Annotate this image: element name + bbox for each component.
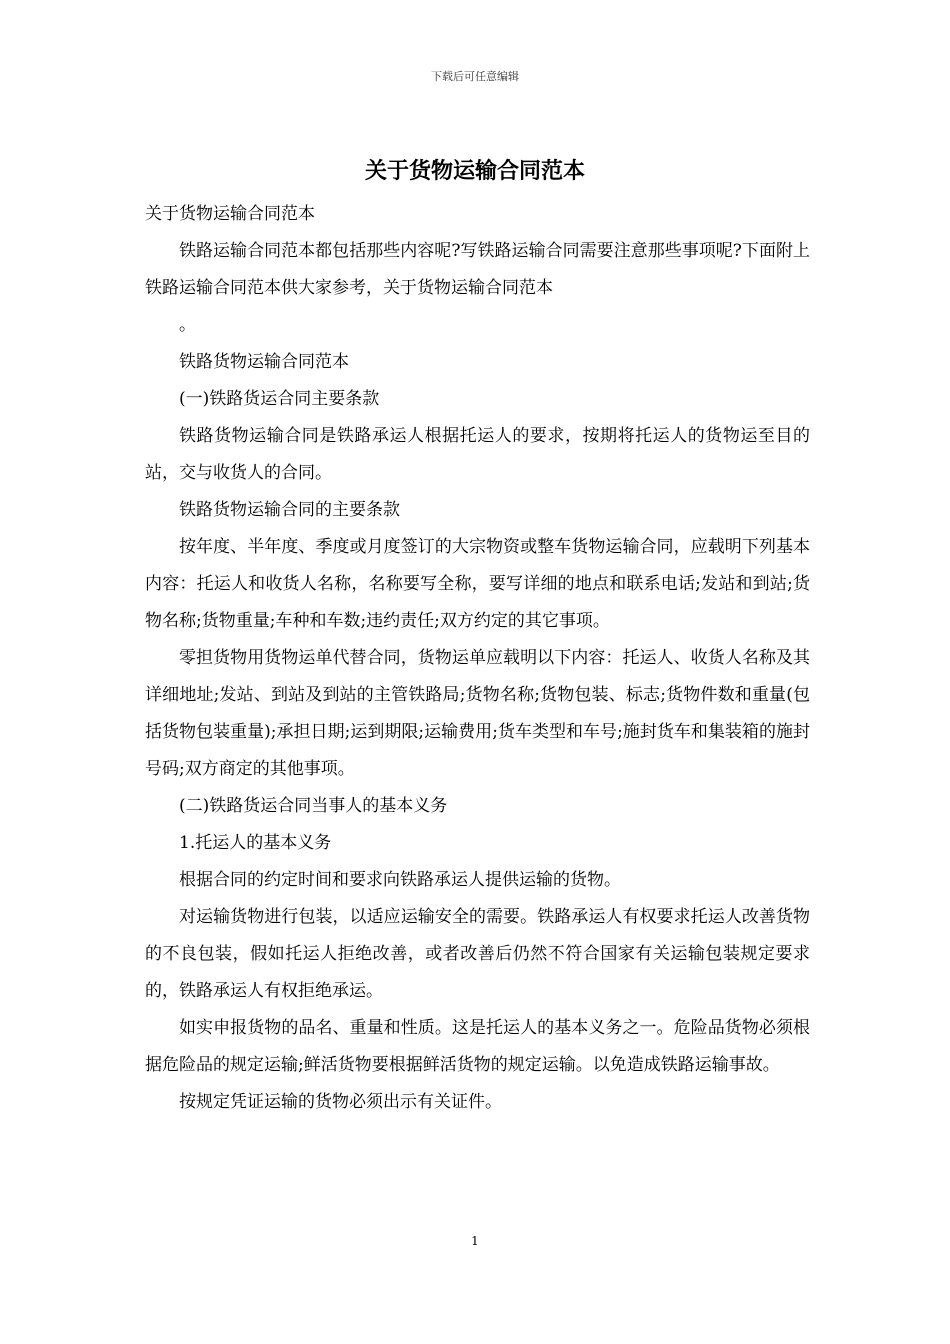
header-note: 下载后可任意编辑 bbox=[431, 70, 519, 83]
paragraph: 对运输货物进行包装，以适应运输安全的需要。铁路承运人有权要求托运人改善货物的不良包装，假如托运人拒绝改善，或者改善后仍然不符合国家有关运输包装规定要求的，铁路承运人有权拒绝承运。 bbox=[145, 907, 810, 1001]
paragraph: 按规定凭证运输的货物必须出示有关证件。 bbox=[179, 1092, 502, 1112]
document-title: 关于货物运输合同范本 bbox=[364, 159, 585, 184]
paragraph: 关于货物运输合同范本 bbox=[145, 204, 315, 224]
paragraph: (二)铁路货运合同当事人的基本义务 bbox=[179, 796, 448, 816]
page-number: 1 bbox=[471, 1234, 479, 1248]
paragraph: 铁路货物运输合同是铁路承运人根据托运人的要求，按期将托运人的货物运至目的站，交与收货人的合同。 bbox=[145, 426, 810, 483]
paragraph: 根据合同的约定时间和要求向铁路承运人提供运输的货物。 bbox=[179, 870, 621, 890]
paragraph: 如实申报货物的品名、重量和性质。这是托运人的基本义务之一。危险品货物必须根据危险品的规定运输;鲜活货物要根据鲜活货物的规定运输。以免造成铁路运输事故。 bbox=[145, 1018, 810, 1075]
paragraph: 铁路运输合同范本都包括那些内容呢?写铁路运输合同需要注意那些事项呢?下面附上铁路运输合同范本供大家参考，关于货物运输合同范本 bbox=[145, 241, 810, 298]
paragraph: 按年度、半年度、季度或月度签订的大宗物资或整车货物运输合同，应载明下列基本内容：托运人和收货人名称，名称要写全称，要写详细的地点和联系电话;发站和到站;货物名称;货物重量;车种和车数;违约责任;双方约定的其它事项。 bbox=[145, 537, 810, 631]
paragraph: 1.托运人的基本义务 bbox=[179, 833, 332, 853]
document-body bbox=[145, 196, 810, 1121]
paragraph: 。 bbox=[179, 315, 196, 335]
paragraph: 零担货物用货物运单代替合同，货物运单应载明以下内容：托运人、收货人名称及其详细地址;发站、到站及到站的主管铁路局;货物名称;货物包装、标志;货物件数和重量(包括货物包装重量);承担日期;运到期限;运输费用;货车类型和车号;施封货车和集装箱的施封号码;双方商定的其他事项。 bbox=[145, 648, 810, 779]
paragraph: (一)铁路货运合同主要条款 bbox=[179, 389, 380, 409]
paragraph: 铁路货物运输合同的主要条款 bbox=[179, 500, 400, 520]
paragraph: 铁路货物运输合同范本 bbox=[179, 352, 349, 372]
